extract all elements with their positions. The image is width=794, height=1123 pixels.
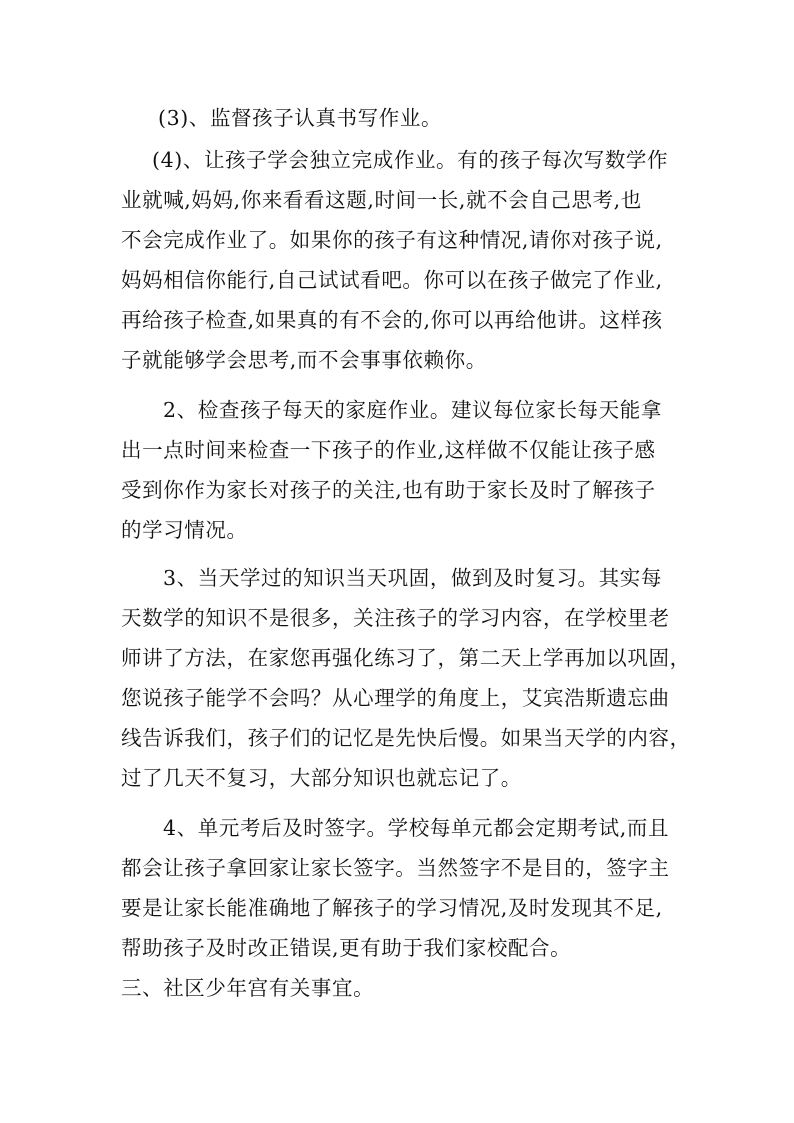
text-line: 要是让家长能准确地了解孩子的学习情况,及时发现其不足, [121,896,663,920]
text-line: 业就喊,妈妈,你来看看这题,时间一长,就不会自己思考,也 [121,188,642,212]
text-line: 不会完成作业了。如果你的孩子有这种情况,请你对孩子说, [121,228,663,252]
text-line: 4、单元考后及时签字。学校每单元都会定期考试,而且 [163,816,670,840]
text-line: 出一点时间来检查一下孩子的作业,这样做不仅能让孩子感 [121,438,656,462]
text-line: (3)、监督孩子认真书写作业。 [158,106,443,130]
text-line: 师讲了方法，在家您再强化练习了，第二天上学再加以巩固， [121,646,691,670]
text-line: 都会让孩子拿回家让家长签字。当然签字不是目的，签字主 [121,856,670,880]
text-line: 受到你作为家长对孩子的关注,也有助于家长及时了解孩子 [121,478,656,502]
text-line: 帮助孩子及时改正错误,更有助于我们家校配合。 [121,936,572,960]
text-line: 2、检查孩子每天的家庭作业。建议每位家长每天能拿 [163,398,662,422]
text-line: 线告诉我们，孩子们的记忆是先快后慢。如果当天学的内容， [121,726,691,750]
text-line: 天数学的知识不是很多，关注孩子的学习内容，在学校里老 [121,606,670,630]
text-line: 妈妈相信你能行,自己试试看吧。你可以在孩子做完了作业, [121,268,663,292]
text-line: 子就能够学会思考,而不会事事依赖你。 [121,348,487,372]
text-line: (4)、让孩子学会独立完成作业。有的孩子每次写数学作 [152,148,669,172]
section-heading: 三、社区少年宫有关事宜。 [121,976,375,1000]
text-line: 的学习情况。 [121,518,248,542]
text-line: 过了几天不复习，大部分知识也就忘记了。 [121,766,522,790]
text-line: 再给孩子检查,如果真的有不会的,你可以再给他讲。这样孩 [121,308,663,332]
text-line: 您说孩子能学不会吗？从心理学的角度上，艾宾浩斯遗忘曲 [121,686,670,710]
text-line: 3、当天学过的知识当天巩固，做到及时复习。其实每 [163,566,662,590]
